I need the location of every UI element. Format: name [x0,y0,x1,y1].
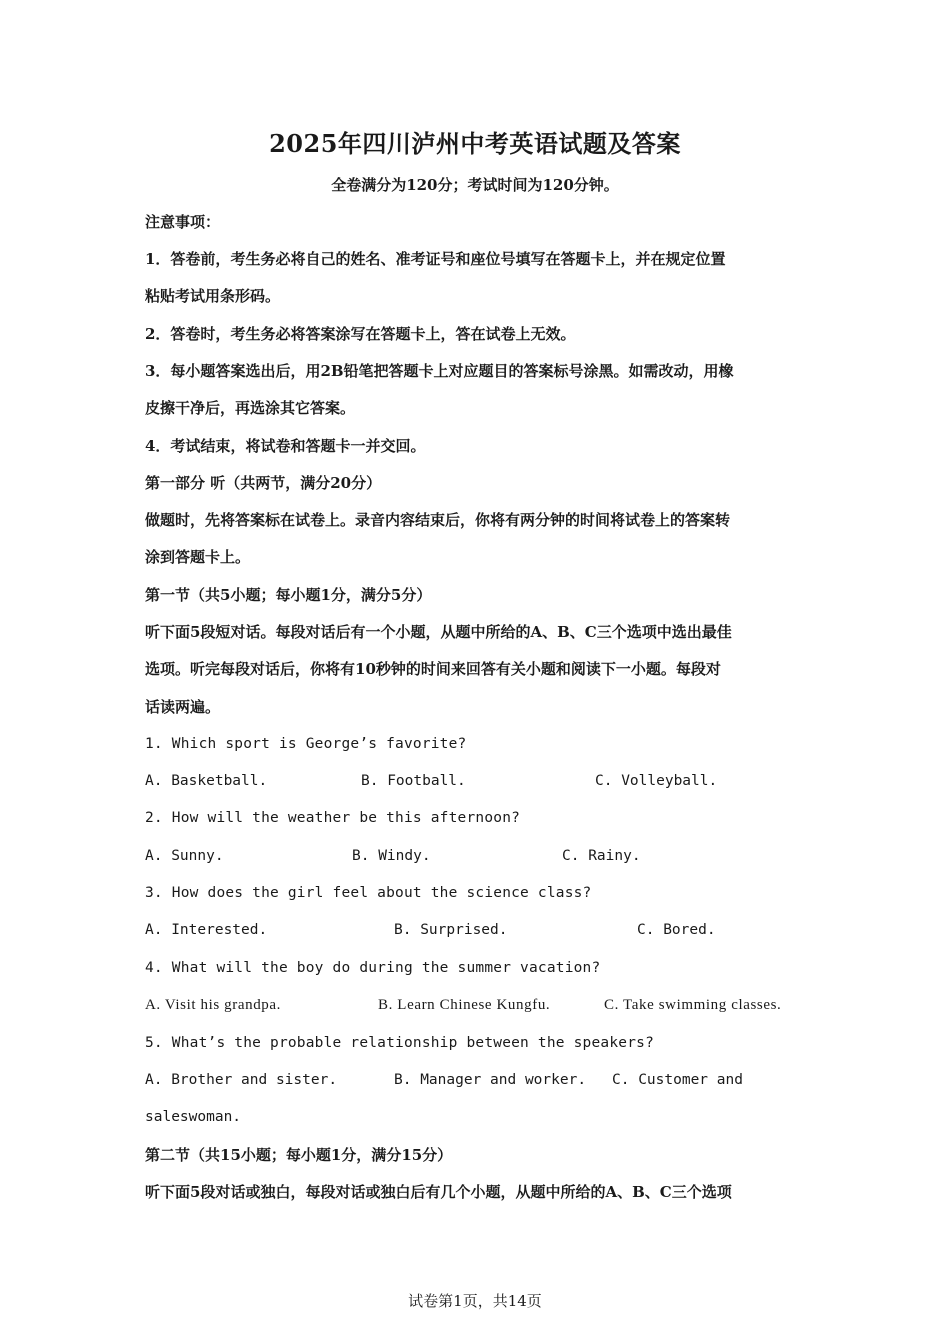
notice-item-1: 1．答卷前，考生务必将自己的姓名、准考证号和座位号填写在答题卡上，并在规定位置 [145,250,726,268]
q5-option-c-cont: saleswoman. [145,1109,242,1125]
part1-instruction: 做题时，先将答案标在试卷上。录音内容结束后，你将有两分钟的时间将试卷上的答案转 [145,511,731,529]
q4-option-c: C. Take swimming classes. [604,997,782,1013]
q5-option-c: C. Customer and [612,1072,743,1088]
notice-item-1-cont: 粘贴考试用条形码。 [145,287,281,305]
section1-heading: 第一节（共5小题；每小题1分，满分5分） [145,586,432,604]
q4-option-b: B. Learn Chinese Kungfu. [378,997,551,1013]
part1-instruction-cont: 涂到答题卡上。 [145,548,251,566]
q2-option-b: B. Windy. [352,848,431,864]
notice-item-4: 4．考试结束，将试卷和答题卡一并交回。 [145,437,426,455]
notice-item-3-cont: 皮擦干净后，再选涂其它答案。 [145,399,356,417]
q1-option-c: C. Volleyball. [595,773,718,789]
page-footer: 试卷第1页，共14页 [408,1292,542,1310]
q2-option-a: A. Sunny. [145,848,224,864]
section1-instruction-cont2: 话读两遍。 [145,698,221,716]
question-1: 1. Which sport is George’s favorite? [145,736,467,752]
q3-option-c: C. Bored. [637,922,716,938]
section2-instruction: 听下面5段对话或独白，每段对话或独白后有几个小题，从题中所给的A、B、C三个选项 [145,1183,732,1201]
question-3: 3. How does the girl feel about the science class? [145,885,592,901]
q5-option-b: B. Manager and worker. [394,1072,587,1088]
page-title: 2025年四川泸州中考英语试题及答案 [269,129,681,158]
section1-instruction: 听下面5段短对话。每段对话后有一个小题，从题中所给的A、B、C三个选项中选出最佳 [145,623,732,641]
section2-heading: 第二节（共15小题；每小题1分，满分15分） [145,1146,453,1164]
part1-heading: 第一部分 听（共两节，满分20分） [145,474,382,492]
exam-subtitle: 全卷满分为120分；考试时间为120分钟。 [331,176,619,194]
notice-item-3: 3．每小题答案选出后，用2B铅笔把答题卡上对应题目的答案标号涂黑。如需改动，用橡 [145,362,734,380]
q5-option-a: A. Brother and sister. [145,1072,338,1088]
question-4: 4. What will the boy do during the summer vacation? [145,960,601,976]
q3-option-b: B. Surprised. [394,922,508,938]
section1-instruction-cont: 选项。听完每段对话后，你将有10秒钟的时间来回答有关小题和阅读下一小题。每段对 [145,660,721,678]
q1-option-a: A. Basketball. [145,773,268,789]
notice-item-2: 2．答卷时，考生务必将答案涂写在答题卡上，答在试卷上无效。 [145,325,576,343]
q4-option-a: A. Visit his grandpa. [145,997,281,1013]
q3-option-a: A. Interested. [145,922,268,938]
question-2: 2. How will the weather be this afternoon? [145,810,521,826]
q1-option-b: B. Football. [361,773,466,789]
question-5: 5. What’s the probable relationship between the speakers? [145,1035,654,1051]
q2-option-c: C. Rainy. [562,848,641,864]
notice-heading: 注意事项： [145,213,221,231]
